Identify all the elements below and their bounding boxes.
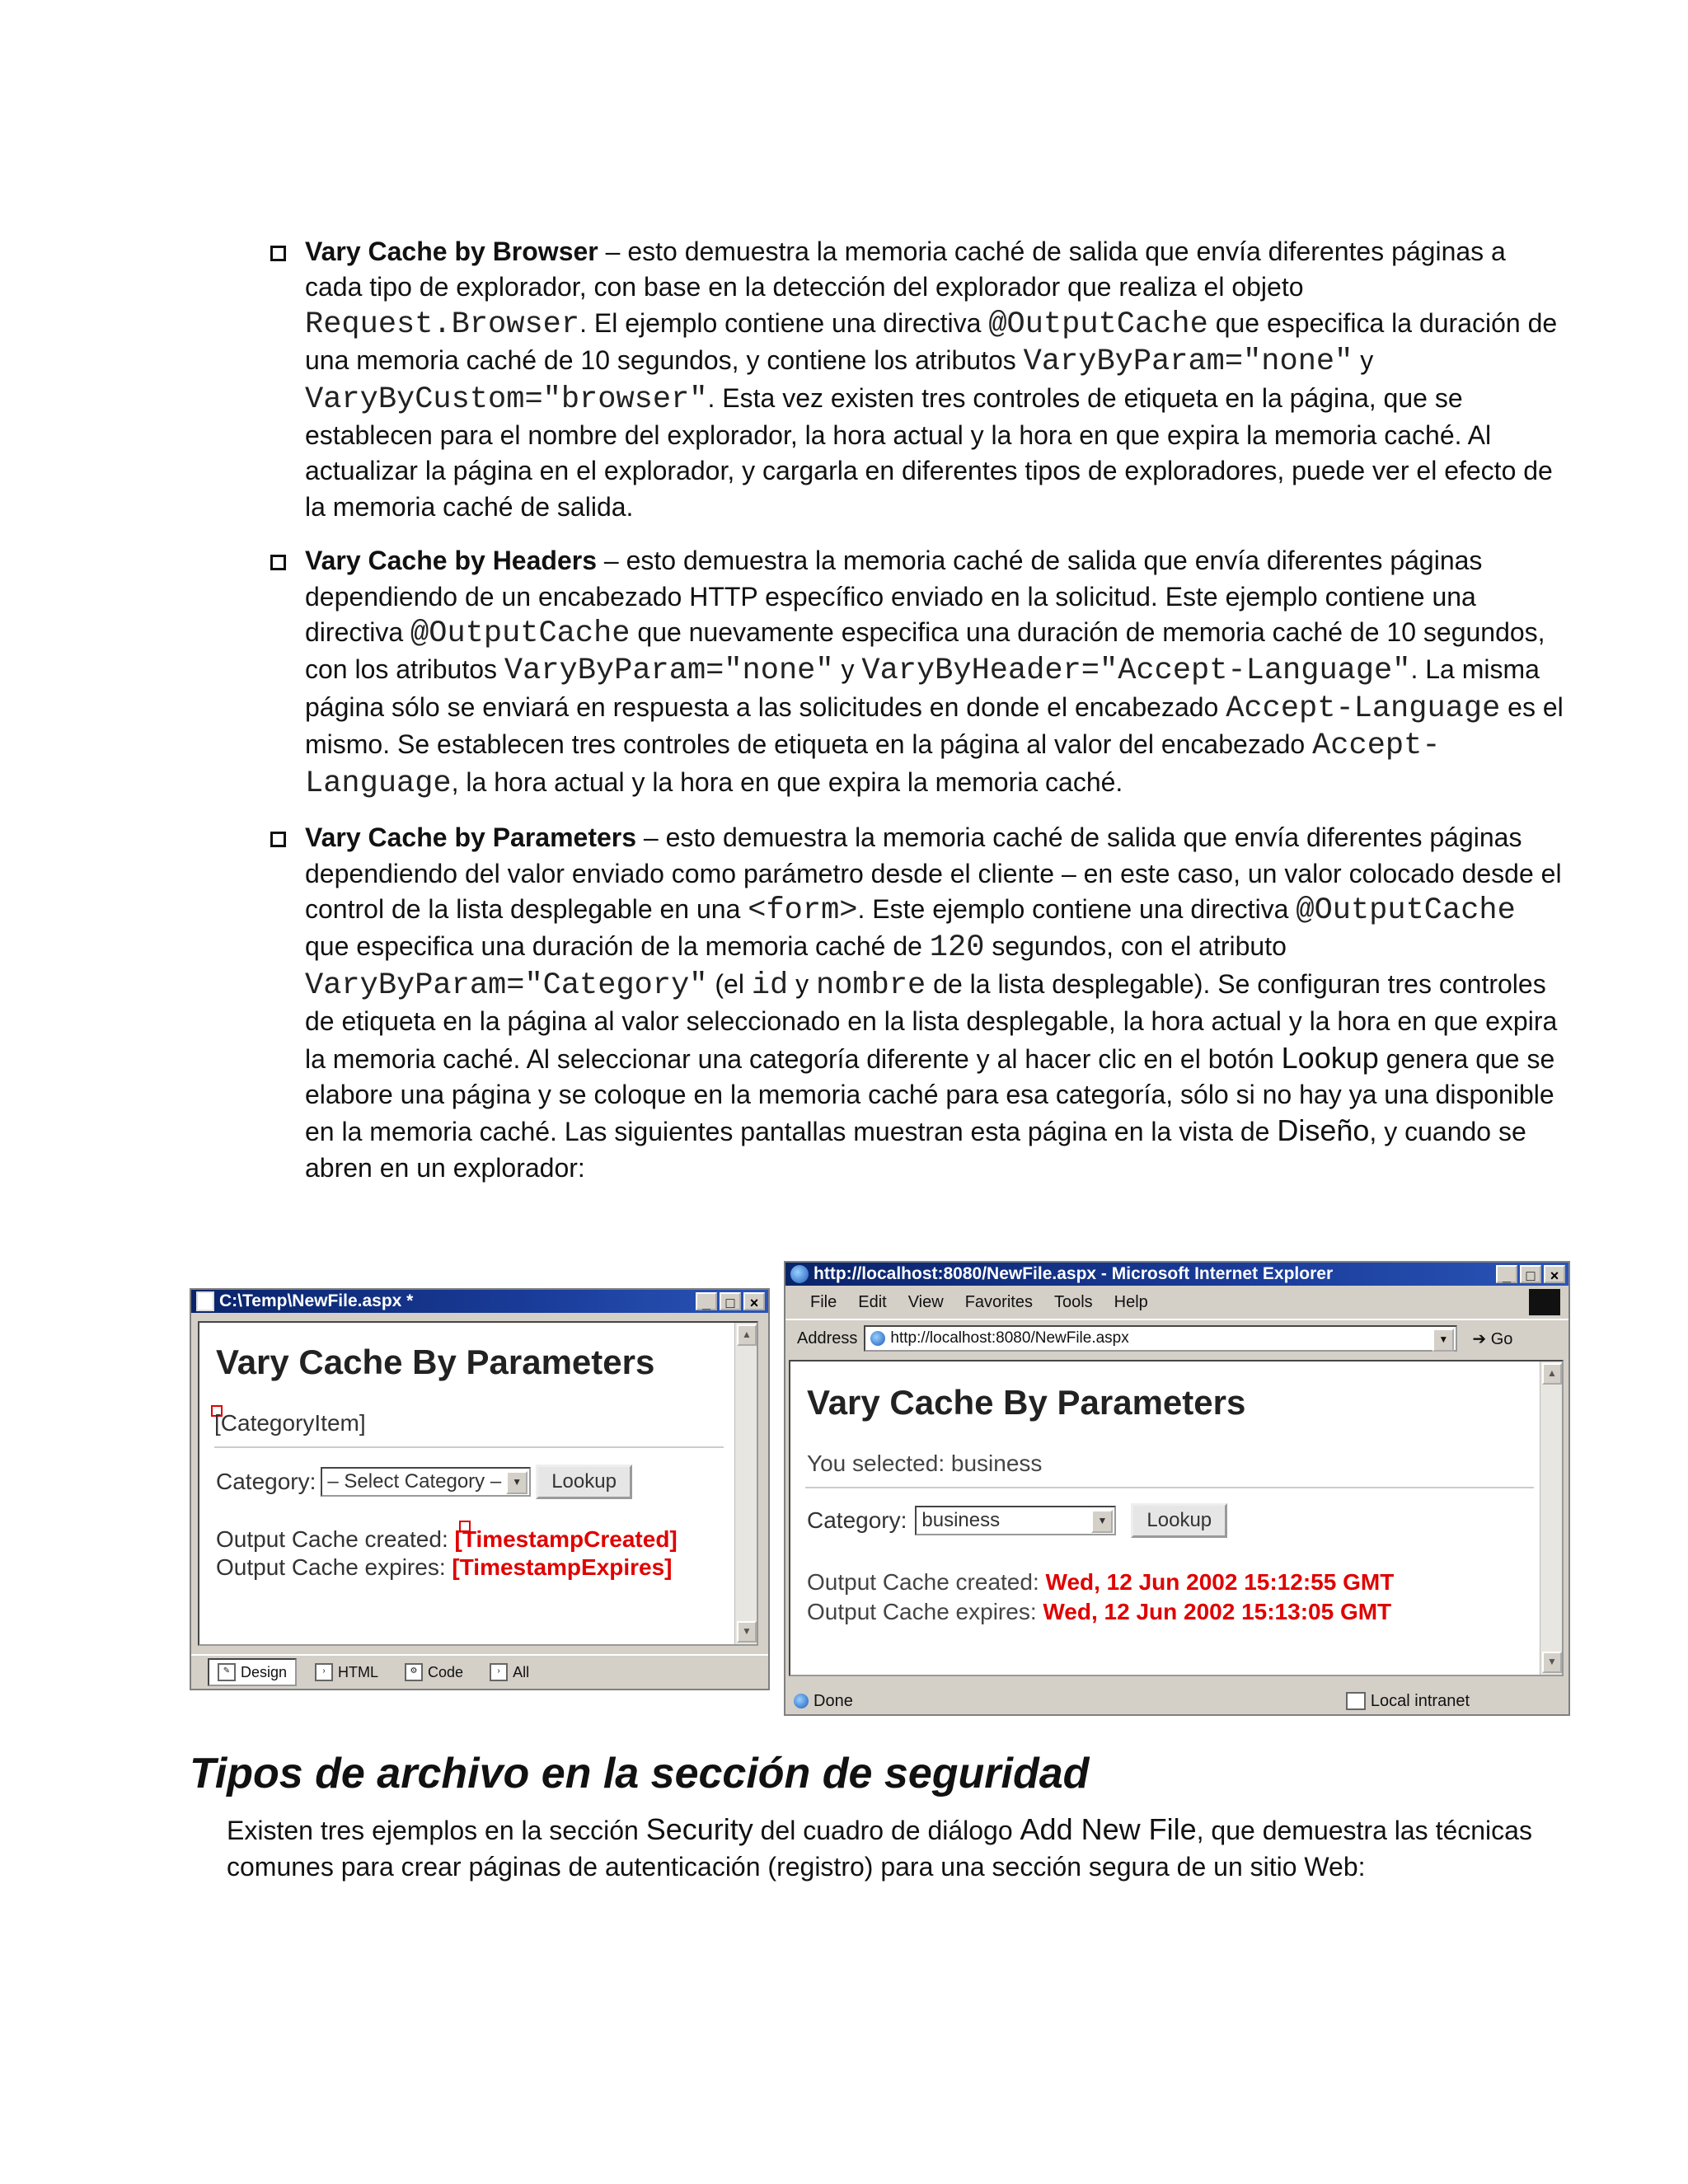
tab-all[interactable] xyxy=(481,1660,537,1685)
bullet-checkbox-icon xyxy=(270,832,286,847)
category-row xyxy=(807,1503,1227,1538)
browser-titlebar xyxy=(785,1263,1568,1286)
file-icon xyxy=(196,1291,214,1311)
code-text: Request.Browser xyxy=(305,307,580,342)
bullet-vary-by-browser xyxy=(264,234,1566,525)
chevron-down-icon[interactable]: ▼ xyxy=(1091,1510,1113,1533)
windows-logo-icon xyxy=(1529,1289,1560,1315)
code-text: VaryByParam="Category" xyxy=(305,968,708,1003)
tab-design[interactable] xyxy=(208,1658,297,1686)
minimize-button[interactable]: _ xyxy=(696,1292,717,1310)
bullet-text: es el mismo. Se establecen tres controles de etiqueta en la página al valor del encabezado xyxy=(305,691,1564,760)
go-button[interactable]: ➔ Go xyxy=(1472,1329,1513,1348)
category-dropdown[interactable] xyxy=(321,1467,531,1497)
category-label: Category: xyxy=(216,1469,316,1494)
scroll-down-icon[interactable]: ▼ xyxy=(737,1621,757,1643)
bullet-title: Vary Cache by Headers xyxy=(305,546,597,576)
bullet-text: , la hora actual y la hora en que expira la memoria caché. xyxy=(451,766,1123,797)
paragraph-text: , que demuestra las técnicas comunes para crear páginas de autenticación (registro) para una sección segura de un sitio Web: xyxy=(227,1816,1532,1882)
window-controls xyxy=(696,1292,765,1310)
bullet-title: Vary Cache by Parameters xyxy=(305,823,637,853)
bullet-text: que nuevamente especifica una duración de memoria caché de 10 segundos, con los atributos xyxy=(305,617,1545,685)
menu-edit[interactable]: Edit xyxy=(858,1292,887,1311)
code-text: VaryByHeader="Accept-Language" xyxy=(861,654,1411,689)
ui-term: Security xyxy=(645,1812,753,1846)
scroll-down-icon[interactable]: ▼ xyxy=(1542,1652,1562,1673)
menu-file[interactable]: File xyxy=(810,1292,837,1311)
code-text: nombre xyxy=(816,968,926,1003)
code-text: @OutputCache xyxy=(410,616,631,652)
code-text: Accept- Language xyxy=(305,729,1441,801)
tab-code[interactable] xyxy=(396,1660,471,1685)
html-icon: › xyxy=(315,1663,333,1681)
intranet-icon xyxy=(1346,1692,1366,1710)
bullet-text: que especifica la duración de una memoria caché de 10 segundos, y contiene los atributos xyxy=(305,307,1558,376)
scroll-up-icon[interactable]: ▲ xyxy=(1542,1363,1562,1385)
go-label: Go xyxy=(1490,1329,1513,1348)
expires-label: Output Cache expires: xyxy=(216,1554,446,1580)
paragraph-text: del cuadro de diálogo xyxy=(753,1816,1020,1845)
maximize-button[interactable]: □ xyxy=(1520,1265,1541,1283)
status-bar xyxy=(785,1688,1568,1714)
maximize-button[interactable]: □ xyxy=(720,1292,741,1310)
ui-term: Lookup xyxy=(1281,1040,1379,1075)
window-title: C:\Temp\NewFile.aspx * xyxy=(219,1291,414,1310)
bullet-text: . Esta vez existen tres controles de etiqueta en la página, que se establecen para el nombre del explorador, la hora actual y la hora en que expira la memoria caché. Al actualizar la página en el explorador, y cargarla en diferentes tipos de exploradores, puede ver el efecto de la memoria caché de salida. xyxy=(305,382,1553,522)
timestamp-expires-control: [TimestampExpires] xyxy=(452,1554,673,1580)
bullet-text: , y cuando se abren en un explorador: xyxy=(305,1117,1526,1183)
tab-label: HTML xyxy=(338,1663,379,1680)
code-text: VaryByCustom="browser" xyxy=(305,382,708,417)
bullet-title: Vary Cache by Browser xyxy=(305,237,598,266)
bullet-list xyxy=(264,234,1566,1204)
tab-html[interactable] xyxy=(307,1660,387,1685)
section-heading: Tipos de archivo en la sección de seguridad xyxy=(190,1750,1090,1797)
address-input[interactable] xyxy=(864,1325,1457,1352)
ui-term: Add New File xyxy=(1020,1812,1197,1846)
address-bar xyxy=(785,1319,1568,1357)
menu-tools[interactable]: Tools xyxy=(1053,1292,1093,1311)
menu-bar xyxy=(785,1286,1568,1319)
bullet-text: que especifica una duración de la memoria caché de xyxy=(305,931,930,962)
security-zone xyxy=(1346,1692,1470,1711)
vertical-scrollbar[interactable] xyxy=(1540,1361,1562,1675)
address-value: http://localhost:8080/NewFile.aspx xyxy=(890,1329,1129,1347)
category-item-label: [CategoryItem] xyxy=(214,1410,366,1436)
ui-term: Diseño xyxy=(1277,1113,1370,1148)
selected-text: You selected: business xyxy=(807,1451,1043,1476)
tab-label: Design xyxy=(241,1663,288,1680)
cache-timestamps xyxy=(216,1526,678,1582)
bullet-vary-by-headers xyxy=(264,543,1566,802)
design-icon: ✎ xyxy=(218,1663,236,1681)
bullet-text: – esto demuestra la memoria caché de salida que envía diferentes páginas dependiendo del valor enviado como parámetro desde el cliente – en este caso, un valor colocado desde el control de la lista desplegable en una xyxy=(305,823,1562,924)
page-heading: Vary Cache By Parameters xyxy=(807,1383,1246,1422)
created-label: Output Cache created: xyxy=(807,1569,1039,1595)
bullet-text: de la lista desplegable). Se configuran tres controles de etiqueta en la página al valor seleccionado en la lista desplegable, la hora actual y la hora en que expira la memoria caché. Al seleccionar una categoría diferente y al hacer clic en el botón xyxy=(305,968,1558,1074)
divider xyxy=(214,1446,724,1448)
code-text: <form> xyxy=(748,893,858,928)
bullet-text: . El ejemplo contiene una directiva xyxy=(579,307,989,338)
browser-window xyxy=(784,1261,1570,1716)
bullet-text: – esto demuestra la memoria caché de salida que envía diferentes páginas a cada tipo de explorador, con base en la detección del explorador que realiza el objeto xyxy=(305,237,1506,302)
bullet-vary-by-parameters xyxy=(264,820,1566,1186)
cache-timestamps xyxy=(807,1568,1394,1627)
menu-help[interactable]: Help xyxy=(1114,1292,1148,1311)
code-text: @OutputCache xyxy=(988,307,1208,342)
all-icon: › xyxy=(490,1663,508,1681)
browser-viewport xyxy=(789,1360,1564,1676)
bullet-text: – esto demuestra la memoria caché de salida que envía diferentes páginas dependiendo de un encabezado HTTP específico enviado en la solicitud. Este ejemplo contiene una directiva xyxy=(305,546,1483,648)
code-icon: ⚙ xyxy=(405,1663,423,1681)
zone-label: Local intranet xyxy=(1370,1691,1470,1710)
code-text: VaryByParam="none" xyxy=(1023,344,1353,380)
view-tabbar xyxy=(191,1654,768,1689)
status-text: Done xyxy=(814,1691,853,1710)
tab-label: Code xyxy=(428,1663,464,1680)
menu-favorites[interactable]: Favorites xyxy=(964,1292,1033,1311)
window-controls xyxy=(1496,1265,1565,1283)
bullet-text: segundos, con el atributo xyxy=(984,931,1287,962)
close-button[interactable]: × xyxy=(1544,1265,1565,1283)
bullet-text: . La misma página sólo se enviará en respuesta a las solicitudes en donde el encabezado xyxy=(305,654,1540,722)
page-icon xyxy=(870,1331,885,1346)
ie-logo-icon xyxy=(790,1265,809,1283)
bullet-text: y xyxy=(833,654,862,685)
menu-view[interactable]: View xyxy=(907,1292,944,1311)
minimize-button[interactable]: _ xyxy=(1496,1265,1517,1283)
close-button[interactable]: × xyxy=(743,1292,765,1310)
scroll-up-icon[interactable]: ▲ xyxy=(737,1324,757,1346)
bullet-text: (el xyxy=(707,968,752,999)
bullet-checkbox-icon xyxy=(270,555,286,570)
lookup-button[interactable]: Lookup xyxy=(536,1465,632,1499)
chevron-down-icon[interactable]: ▼ xyxy=(1432,1329,1454,1352)
vertical-scrollbar[interactable] xyxy=(734,1323,757,1644)
category-dropdown[interactable] xyxy=(915,1506,1116,1535)
bullet-checkbox-icon xyxy=(270,246,286,261)
address-label: Address xyxy=(797,1329,858,1347)
dropdown-value: – Select Category – xyxy=(327,1470,502,1493)
design-canvas xyxy=(198,1321,758,1646)
section-paragraph xyxy=(227,1811,1578,1885)
divider xyxy=(805,1487,1534,1488)
code-text: @OutputCache xyxy=(1296,893,1516,928)
created-timestamp: Wed, 12 Jun 2002 15:12:55 GMT xyxy=(1045,1569,1395,1595)
design-window xyxy=(190,1288,770,1690)
bullet-text: genera que se elabore una página y se coloque en la memoria caché para esa categoría, sólo si no hay ya una disponible en la memoria caché. Las siguientes pantallas muestran esta página en la vista de xyxy=(305,1043,1555,1147)
bullet-text: . Este ejemplo contiene una directiva xyxy=(857,893,1296,924)
page-heading: Vary Cache By Parameters xyxy=(216,1343,655,1381)
lookup-button[interactable]: Lookup xyxy=(1131,1503,1227,1538)
created-label: Output Cache created: xyxy=(216,1526,448,1552)
bullet-text: y xyxy=(788,968,817,999)
window-title: http://localhost:8080/NewFile.aspx - Microsoft Internet Explorer xyxy=(814,1264,1334,1283)
dropdown-value: business xyxy=(921,1509,1001,1531)
code-text: Accept-Language xyxy=(1226,691,1501,726)
chevron-down-icon[interactable]: ▼ xyxy=(506,1471,528,1494)
design-titlebar xyxy=(191,1290,768,1313)
category-row xyxy=(216,1465,632,1499)
code-text: VaryByParam="none" xyxy=(504,654,834,689)
page-icon xyxy=(794,1694,809,1708)
code-text: id xyxy=(751,968,789,1003)
code-text: 120 xyxy=(929,930,985,966)
tab-label: All xyxy=(513,1663,530,1680)
category-label: Category: xyxy=(807,1507,907,1533)
bullet-text: y xyxy=(1353,345,1374,376)
paragraph-text: Existen tres ejemplos en la sección xyxy=(227,1816,646,1845)
timestamp-created-control: [TimestampCreated] xyxy=(454,1526,678,1552)
expires-label: Output Cache expires: xyxy=(807,1599,1037,1624)
expires-timestamp: Wed, 12 Jun 2002 15:13:05 GMT xyxy=(1043,1599,1392,1624)
